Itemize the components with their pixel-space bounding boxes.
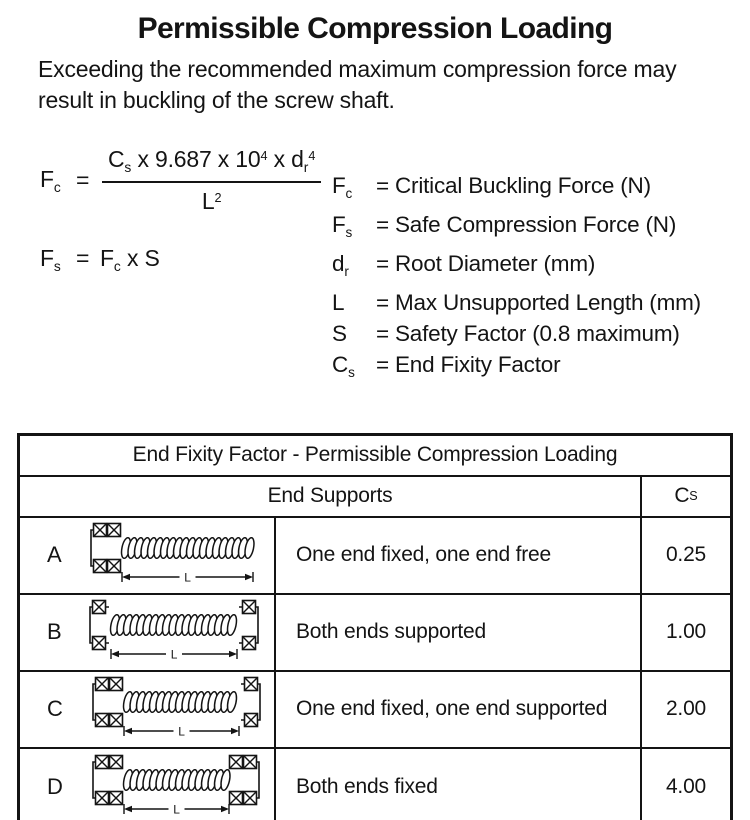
definition-text: = End Fixity Factor (376, 352, 561, 378)
fs-expression: $F_c$ x S (100, 245, 160, 275)
row-b-cs-value: 1.00 (642, 595, 730, 672)
fraction (102, 146, 321, 215)
row-letter: C (47, 696, 63, 721)
equals-sign: = (76, 167, 90, 194)
definition-row-fs (332, 209, 701, 248)
end-support-diagram-supported-supported (85, 598, 263, 666)
definition-symbol: $F_c$ (332, 173, 353, 202)
table-title: End Fixity Factor - Permissible Compression Loading (20, 436, 730, 477)
row-letter: D (47, 774, 63, 799)
row-a-diagram-cell (20, 518, 276, 595)
definition-text: = Root Diameter (mm) (376, 251, 596, 277)
symbol-definitions (332, 146, 701, 389)
row-b-diagram-cell (20, 595, 276, 672)
svg-text:L: L (177, 724, 185, 737)
page-subtitle (38, 54, 750, 116)
subtitle-line-2: result in buckling of the screw shaft. (38, 87, 395, 113)
definition-symbol: L (332, 290, 345, 316)
formula-section (40, 146, 750, 389)
definition-symbol: $F_s$ (332, 212, 353, 241)
definition-row-s (332, 318, 701, 349)
row-a-description: One end fixed, one end free (276, 518, 642, 595)
definition-text: = Safe Compression Force (N) (376, 212, 677, 238)
definition-row-dr (332, 248, 701, 287)
svg-text:L: L (171, 647, 178, 660)
row-c-cs-value: 2.00 (642, 672, 730, 749)
cs-column-header: C S (642, 477, 730, 518)
definition-text: = Critical Buckling Force (N) (376, 173, 651, 198)
end-support-diagram-fixed-supported (87, 675, 265, 743)
equals-sign: = (76, 245, 90, 272)
svg-text:L: L (172, 802, 180, 815)
definition-text: = Max Unsupported Length (mm) (376, 290, 701, 316)
row-b-description: Both ends supported (276, 595, 642, 672)
definition-text: = Safety Factor (0.8 maximum) (376, 321, 680, 347)
definition-symbol: S (332, 321, 347, 347)
svg-text:L: L (184, 570, 192, 583)
fraction-numerator: $C_s$ x 9.687 x $10^4$ x $d_r^4$ (102, 146, 321, 183)
end-support-diagram-fixed-free (85, 521, 263, 589)
row-d-description: Both ends fixed (276, 749, 642, 820)
definition-row-l (332, 287, 701, 318)
row-c-diagram-cell (20, 672, 276, 749)
end-support-diagram-fixed-fixed (87, 753, 265, 820)
fc-symbol: $F_c$ (40, 166, 61, 196)
safe-compression-formula (40, 245, 332, 274)
end-supports-header: End Supports (20, 477, 642, 518)
definition-row-cs (332, 349, 701, 388)
critical-buckling-formula (40, 146, 332, 215)
row-d-diagram-cell (20, 749, 276, 820)
definition-symbol: $C_s$ (332, 352, 355, 381)
row-letter: A (47, 542, 62, 567)
subtitle-line-1: Exceeding the recommended maximum compression force may (38, 56, 677, 82)
fraction-denominator: $L^2$ (201, 188, 222, 215)
page-title: Permissible Compression Loading (137, 12, 613, 45)
end-fixity-table (17, 433, 733, 820)
formulas-column (40, 146, 332, 389)
row-d-cs-value: 4.00 (665, 775, 707, 798)
row-letter: B (47, 619, 62, 644)
fs-symbol: $F_s$ (40, 245, 61, 275)
row-c-description: One end fixed, one end supported (276, 672, 642, 749)
row-a-cs-value: 0.25 (642, 518, 730, 595)
definition-symbol: $d_r$ (332, 251, 349, 280)
definition-row-fc (332, 170, 701, 209)
